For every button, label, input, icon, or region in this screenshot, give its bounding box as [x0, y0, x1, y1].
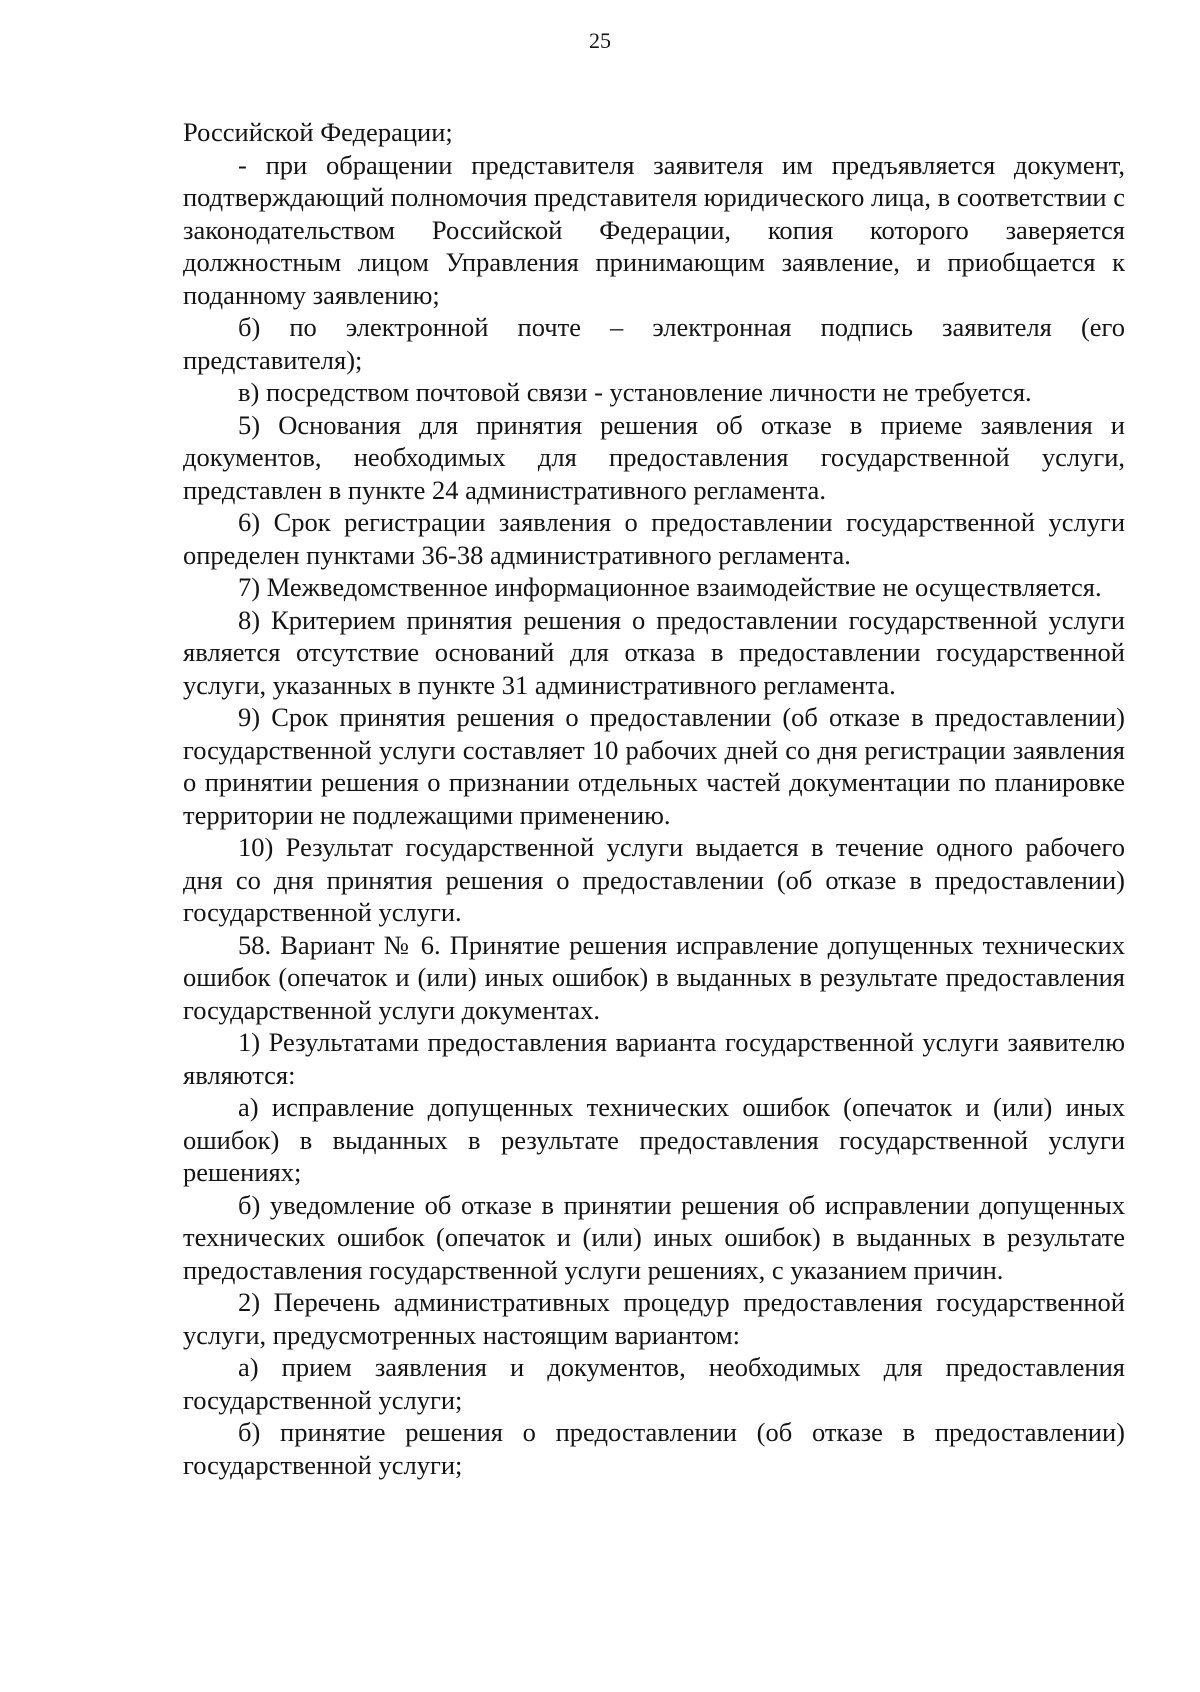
paragraph-email: б) по электронной почте – электронная подпись заявителя (его представителя); — [183, 312, 1125, 375]
paragraph-item-7: 7) Межведомственное информационное взаимодействие не осуществляется. — [238, 572, 1102, 602]
paragraph-item-10: 10) Результат государственной услуги выдается в течение одного рабочего дня со дня принятия решения о предоставлении (об отказе в предоставлении) государственной услуги. — [183, 832, 1125, 927]
paragraph-result-b: б) уведомление об отказе в принятии решения об исправлении допущенных технических ошибок (опечаток и (или) иных ошибок) в выданных в результате предоставления государственной услуги решениях, с указанием причин. — [183, 1189, 1125, 1285]
paragraph-item-8: 8) Критерием принятия решения о предоставлении государственной услуги является отсутствие оснований для отказа в предоставлении государственной услуги, указанных в пункте 31 административного регламента. — [183, 604, 1125, 700]
paragraph-continuation: Российской Федерации; — [183, 117, 453, 147]
paragraph-result-a: а) исправление допущенных технических ошибок (опечаток и (или) иных ошибок) в выданных в результате предоставления государственной услуги решениях; — [183, 1092, 1125, 1187]
paragraph-procedure-b: б) принятие решения о предоставлении (об отказе в предоставлении) государственной услуги; — [183, 1417, 1125, 1480]
paragraph-representative: - при обращении представителя заявителя им предъявляется документ, подтверждающий полномочия представителя юридического лица, в соответствии с законодательством Российской Федерации, копия которого заверяется должностным лицом Управления принимающим заявление, и приобщается к поданному заявлению; — [183, 149, 1125, 310]
paragraph-procedure-a: а) прием заявления и документов, необходимых для предоставления государственной услуги; — [183, 1352, 1125, 1415]
paragraph-results: 1) Результатами предоставления варианта государственной услуги заявителю являются: — [183, 1027, 1125, 1090]
paragraph-item-9: 9) Срок принятия решения о предоставлении (об отказе в предоставлении) государственной услуги составляет 10 рабочих дней со дня регистрации заявления о принятии решения о признании отдельных частей документации по планировке территории не подлежащими применению. — [183, 702, 1125, 830]
paragraph-procedures: 2) Перечень административных процедур предоставления государственной услуги, предусмотренных настоящим вариантом: — [183, 1287, 1125, 1350]
paragraph-postal: в) посредством почтовой связи - установление личности не требуется. — [238, 377, 1032, 407]
paragraph-section-58: 58. Вариант № 6. Принятие решения исправление допущенных технических ошибок (опечаток и (или) иных ошибок) в выданных в результате предоставления государственной услуги документах. — [183, 929, 1125, 1025]
page-number: 25 — [589, 28, 611, 53]
paragraph-item-6: 6) Срок регистрации заявления о предоставлении государственной услуги определен пунктами 36-38 административного регламента. — [183, 507, 1125, 570]
document-body — [183, 116, 1125, 1481]
paragraph-item-5: 5) Основания для принятия решения об отказе в приеме заявления и документов, необходимых для предоставления государственной услуги, представлен в пункте 24 административного регламента. — [183, 409, 1125, 505]
